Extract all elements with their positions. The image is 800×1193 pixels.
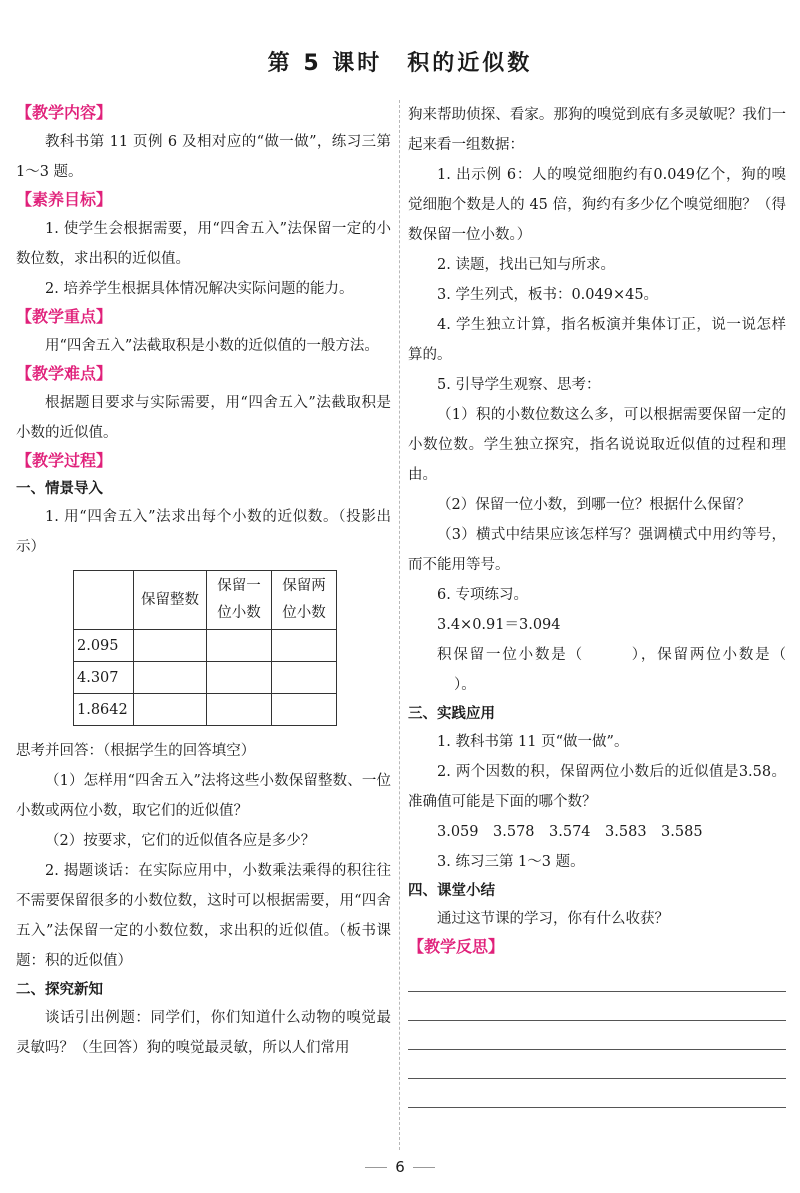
table-cell-blank[interactable] <box>272 694 337 726</box>
step-5: 5. 引导学生观察、思考： <box>437 377 601 393</box>
column-divider <box>399 100 401 1150</box>
question-2: （2）按要求，它们的近似值各应是多少？ <box>45 833 316 849</box>
table-row <box>74 694 337 726</box>
difficulties-heading: 【教学难点】 <box>16 364 113 383</box>
table-header-cell: 保留整数 <box>134 571 207 630</box>
lesson-title: 第 5 课时 积的近似数 <box>267 51 533 76</box>
table-cell-blank[interactable] <box>207 694 272 726</box>
summary-text: 通过这节课的学习，你有什么收获？ <box>437 911 669 927</box>
intro-task-2: 2. 揭题谈话：在实际应用中，小数乘法乘得的积往往不需要保留很多的小数位数，这时可以根据需要，用“四舍五入”法保留一定的小数位数，求出积的近似值。（板书课题：积的近似值） <box>16 863 391 969</box>
table-cell-blank[interactable] <box>134 694 207 726</box>
question-1: （1）怎样用“四舍五入”法将这些小数保留整数、一位小数或两位小数，取它们的近似值？ <box>16 773 391 819</box>
practice-question-part-b: ），保留两位小数是（ <box>629 647 787 663</box>
step-4: 4. 学生独立计算，指名板演并集体订正，说一说怎样算的。 <box>408 317 786 363</box>
table-header-cell <box>207 571 272 630</box>
header-line: 位小数 <box>282 605 326 621</box>
teaching-content-text: 教科书第 11 页例 6 及相对应的“做一做”，练习三第 1～3 题。 <box>16 134 391 180</box>
goal-item-2: 2. 培养学生根据具体情况解决实际问题的能力。 <box>45 281 354 297</box>
footer-dash <box>413 1167 435 1168</box>
step-6: 6. 专项练习。 <box>437 587 528 603</box>
header-line: 保留两 <box>282 578 326 594</box>
step-5-sub-2: （2）保留一位小数，到哪一位？根据什么保留？ <box>437 497 751 513</box>
reflection-writing-area[interactable] <box>408 963 786 1108</box>
practice-question-part-c: ）。 <box>454 677 476 693</box>
table-cell-blank[interactable] <box>134 662 207 694</box>
step-2: 2. 读题，找出已知与所求。 <box>437 257 615 273</box>
table-row <box>74 662 337 694</box>
table-row-label: 1.8642 <box>74 694 134 726</box>
writing-line[interactable] <box>408 963 786 992</box>
table-header-cell <box>74 571 134 630</box>
table-row-label: 2.095 <box>74 630 134 662</box>
footer-dash <box>365 1167 387 1168</box>
literacy-goals-heading: 【素养目标】 <box>16 190 113 209</box>
writing-line[interactable] <box>408 992 786 1021</box>
writing-line[interactable] <box>408 1079 786 1108</box>
table-cell-blank[interactable] <box>134 630 207 662</box>
approximation-table <box>73 570 337 726</box>
header-line: 保留一 <box>217 578 261 594</box>
table-row-label: 4.307 <box>74 662 134 694</box>
table-header-cell <box>272 571 337 630</box>
practice-question-part-a: 积保留一位小数是（ <box>437 647 584 663</box>
application-item-2: 2. 两个因数的积，保留两位小数后的近似值是3.58。准确值可能是下面的哪个数？ <box>408 764 786 810</box>
key-points-text: 用“四舍五入”法截取积是小数的近似值的一般方法。 <box>45 338 379 354</box>
step-5-sub-3: （3）横式中结果应该怎样写？强调横式中用约等号，而不能用等号。 <box>408 527 786 573</box>
teaching-process-heading: 【教学过程】 <box>16 451 113 470</box>
application-item-3: 3. 练习三第 1～3 题。 <box>437 854 585 870</box>
teaching-reflection-heading: 【教学反思】 <box>408 937 505 956</box>
page-footer <box>0 1158 800 1176</box>
practice-question <box>408 640 786 700</box>
section-scenario-intro: 一、情景导入 <box>16 481 103 497</box>
header-line: 位小数 <box>217 605 261 621</box>
section-explore-new: 二、探究新知 <box>16 982 103 998</box>
explore-intro-continued: 狗来帮助侦探、看家。那狗的嗅觉到底有多灵敏呢？我们一起来看一组数据： <box>408 107 786 153</box>
writing-line[interactable] <box>408 1050 786 1079</box>
table-cell-blank[interactable] <box>207 662 272 694</box>
step-3: 3. 学生列式，板书：0.049×45。 <box>437 287 659 303</box>
application-item-1: 1. 教科书第 11 页“做一做”。 <box>437 734 629 750</box>
section-class-summary: 四、课堂小结 <box>408 883 495 899</box>
practice-equation: 3.4×0.91＝3.094 <box>437 617 561 633</box>
section-practice-application: 三、实践应用 <box>408 706 495 722</box>
left-column <box>16 100 391 1063</box>
right-column <box>408 100 786 1108</box>
table-cell-blank[interactable] <box>207 630 272 662</box>
think-prompt: 思考并回答：（根据学生的回答填空） <box>16 743 256 759</box>
difficulties-text: 根据题目要求与实际需要，用“四舍五入”法截取积是小数的近似值。 <box>16 395 391 441</box>
writing-line[interactable] <box>408 1021 786 1050</box>
teaching-content-heading: 【教学内容】 <box>16 103 113 122</box>
table-row <box>74 630 337 662</box>
explore-intro-text: 谈话引出例题：同学们，你们知道什么动物的嗅觉最灵敏吗？（生回答）狗的嗅觉最灵敏，所以人们常用 <box>16 1010 391 1056</box>
goal-item-1: 1. 使学生会根据需要，用“四舍五入”法保留一定的小数位数，求出积的近似值。 <box>16 221 391 267</box>
key-points-heading: 【教学重点】 <box>16 307 113 326</box>
application-options: 3.059 3.578 3.574 3.583 3.585 <box>437 824 703 840</box>
page-number: 6 <box>395 1158 405 1176</box>
table-cell-blank[interactable] <box>272 630 337 662</box>
table-cell-blank[interactable] <box>272 662 337 694</box>
step-5-sub-1: （1）积的小数位数这么多，可以根据需要保留一定的小数位数。学生独立探究，指名说说取近似值的过程和理由。 <box>408 407 786 483</box>
table-header-row <box>74 571 337 630</box>
intro-task-1: 1. 用“四舍五入”法求出每个小数的近似数。（投影出示） <box>16 509 391 555</box>
step-1: 1. 出示例 6：人的嗅觉细胞约有0.049亿个，狗的嗅觉细胞个数是人的 45 倍，狗约有多少亿个嗅觉细胞？（得数保留一位小数。） <box>408 167 786 243</box>
